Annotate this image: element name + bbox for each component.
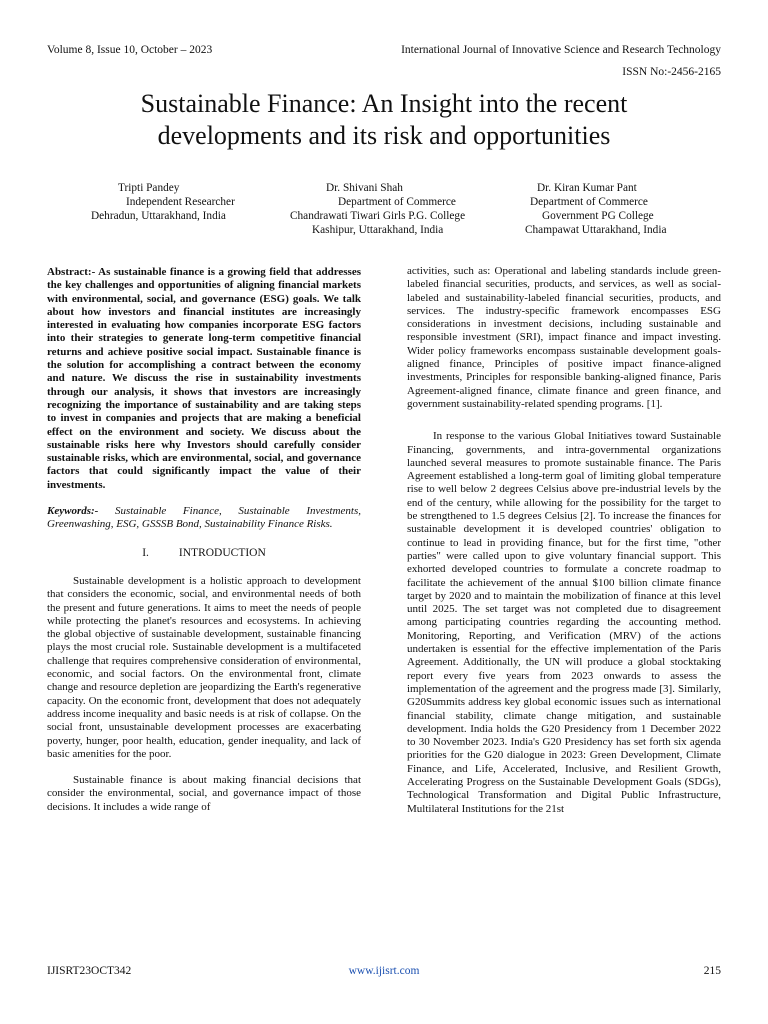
right-column [407,265,721,816]
header-volume: Volume 8, Issue 10, October – 2023 [47,44,213,56]
author-3-location: Champawat Uttarakhand, India [525,224,667,236]
abstract: Abstract:- As sustainable finance is a growing field that addresses the key challenges and opportunities of aligning financial markets with environmental, social, and governance (ESG) goals. We talk about how investors and financial institutes are increasingly interested in evaluating how companies incorporate ESG factors into their strategies to generate long-term competitive financial returns and achieve positive social impact. Sustainable finance is the solution for accomplishing a contract between the economy and nature. We discuss the rise in sustainability investments through our analysis, it shows that investors are increasingly recognizing the importance of sustainability and are taking steps to invest in companies and projects that are making a beneficial effect on the environment and society. We discuss about the sustainable risks here why Investors should carefully consider sustainable risks, which are environmental, social, and governance factors that could significantly impact the value of their investments. [47,266,361,491]
author-3-dept: Department of Commerce [530,196,648,208]
author-3 [525,181,666,237]
footer-url-link[interactable]: www.ijisrt.com [348,965,420,977]
right-paragraph-2: In response to the various Global Initiatives toward Sustainable Financing, governments, and intra-governmental organizations launched several measures to promote sustainable finance. The Paris Agreement established a long-term goal of limiting global temperature rise to well below 2 degrees Celsius above pre-industrial levels by the end of the century, while allowing for the possibility for the target to be strengthened to 1.5 degrees Celsius [2]. To increase the finances for sustainable development it is developed countries' obligation to continue to lead in providing finance, but for the first time, "other parties" were called upon to give voluntary financial support. This exhorted developed countries to formulate a concrete roadmap to facilitate the achievement of the annual $100 billion climate finance target by 2020 and to maintain the mobilization of finance at this level until 2025. The set target was not completed due to disagreement among participating countries regarding the accounting method. Monitoring, Reporting, and Verification (MRV) of the actions undertaken is essential for the effective implementation of the Paris Agreement. Additionally, the UN will produce a global stocktaking report every five years from 2023 onwards to assess the implementation of the agreement and the progress made [3]. Similarly, G20Summits address key global economic issues such as international financial stability, climate change mitigation, and sustainable development. India holds the G20 Presidency from 1 December 2022 to 30 November 2023. India's G20 Presidency has set forth six agenda priorities for the G20 dialogue in 2023: Green Development, Climate Finance, and Life, Accelerated, Inclusive, and Resilient Growth, Accelerating Progress on the Sustainable Development Goals (SDGs), Technological Transformation and Digital Public Infrastructure, Multilateral Institutions for the 21st [407,430,721,815]
keywords [47,505,361,532]
footer-code: IJISRT23OCT342 [47,965,132,977]
right-paragraph-1: activities, such as: Operational and labeling standards include green-labeled financial securities, products, and services, as well as social-labeled and sustainability-labeled financial securities, products, and services. The industry-specific framework encompasses ESG considerations in investment decisions, including sustainable and responsible investment (SRI), impact finance and impact investing. Wider policy frameworks encompass sustainable development goals-aligned finance, Principles of positive impact finance-aligned investments, Principles for responsible banking-aligned finance, Paris Agreement-aligned finance, climate finance and green finance, and government sustainability-related spending programs. [1]. [407,265,721,410]
author-3-college: Government PG College [542,210,654,222]
author-2-location: Kashipur, Uttarakhand, India [312,224,444,236]
section-number: I. [142,546,149,559]
author-2 [290,181,465,237]
keywords-label: Keywords:- [47,505,99,518]
keywords-text: Sustainable Finance, Sustainable Investments, Greenwashing, ESG, GSSSB Bond, Sustainability Finance Risks. [47,505,361,531]
intro-paragraph-2: Sustainable finance is about making financial decisions that consider the environmental, social, and governance impact of those decisions. It includes a wide range of [47,774,361,813]
footer-page-number: 215 [703,965,721,977]
section-heading [47,547,361,560]
section-title: INTRODUCTION [178,546,266,559]
author-2-college: Chandrawati Tiwari Girls P.G. College [290,210,466,222]
header-issn: ISSN No:-2456-2165 [622,66,721,78]
author-1-name: Tripti Pandey [118,182,180,194]
author-2-dept: Department of Commerce [338,196,456,208]
title-line-1: Sustainable Finance: An Insight into the recent [140,89,628,118]
header-journal: International Journal of Innovative Science and Research Technology [401,44,721,56]
author-3-name: Dr. Kiran Kumar Pant [537,182,637,194]
author-1-role: Independent Researcher [126,196,235,208]
title-line-2: developments and its risk and opportunities [157,121,611,150]
left-column [47,266,361,814]
intro-paragraph-1: Sustainable development is a holistic approach to development that considers the economic, social, and environmental needs of both the present and future generations. It aims to meet the needs of people while protecting the planet's resources and ecosystems. In achieving the global objective of sustainable development, sustainable financing plays the most crucial role. Sustainable development is a multifaceted challenge that requires comprehensive consideration of environmental, economic, and social factors. On the environmental front, climate change and resource depletion are jeopardizing the Earth's regenerative capacity. On the economic front, development that does not adequately address income inequality and basic needs is at risk of collapse. On the social front, unsustainable development processes are exacerbating poverty, hunger, poor health, education, gender inequality, and lack of basic amenities for the poor. [47,574,361,760]
paper-title [40,88,728,152]
author-2-name: Dr. Shivani Shah [326,182,403,194]
author-1-location: Dehradun, Uttarakhand, India [91,210,226,222]
author-1 [91,181,235,223]
